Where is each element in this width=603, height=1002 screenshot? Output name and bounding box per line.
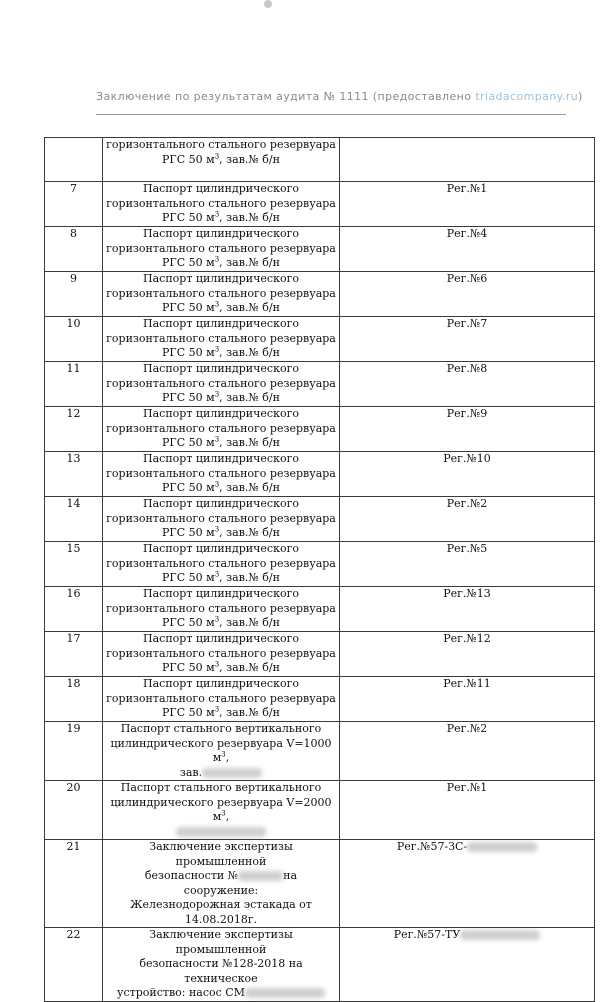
row-number: 15 [45,542,103,587]
desc-line: РГС 50 $м^3$, зав.№ б/н [162,300,280,314]
document-table [44,137,595,1002]
row-registration: Рег.№1 [340,182,595,227]
row-registration: Рег.№57-ЗС- [340,840,595,928]
redacted-text [460,930,540,940]
row-number: 18 [45,677,103,722]
desc-line: Паспорт цилиндрического [143,452,299,465]
desc-line: горизонтального стального резервуара [106,556,336,570]
header-close: ) [578,90,583,103]
row-description: Заключение экспертизы промышленной безопасности № на сооружение: Железнодорожная эстакада от 14.08.2018г. [103,840,340,928]
table-row [45,840,595,928]
header-text: Заключение по результатам аудита № 1111 (предоставлено [96,90,476,103]
desc-line: горизонтального стального резервуара [106,421,336,435]
row-registration: Рег.№9 [340,407,595,452]
desc-line: РГС 50 $м^3$, зав.№ б/н [162,480,280,494]
row-number: 22 [45,928,103,1002]
desc-line: Паспорт цилиндрического [143,272,299,285]
table-row [45,227,595,272]
row-description [103,452,340,497]
table-row [45,632,595,677]
row-description: Заключение экспертизы промышленной безопасности №128-2018 на техническое устройство: насос СМ [103,928,340,1002]
desc-line: горизонтального стального резервуара [106,601,336,615]
page-top-marker [264,0,272,8]
row-registration [340,138,595,182]
desc-line: РГС 50 $м^3$, зав.№ б/н [162,390,280,404]
row-registration: Рег.№13 [340,587,595,632]
row-registration: Рег.№1 [340,781,595,840]
row-number: 10 [45,317,103,362]
row-description [103,362,340,407]
row-registration: Рег.№57-ТУ [340,928,595,1002]
desc-line: Паспорт цилиндрического [143,407,299,420]
desc-line: Паспорт цилиндрического [143,182,299,195]
row-number: 21 [45,840,103,928]
desc-line: горизонтального стального резервуара [106,138,336,151]
row-number: 8 [45,227,103,272]
row-description [103,677,340,722]
row-description [103,227,340,272]
row-number: 20 [45,781,103,840]
row-registration: Рег.№8 [340,362,595,407]
desc-line: горизонтального стального резервуара [106,646,336,660]
row-description [103,632,340,677]
table-row [45,362,595,407]
row-description: Паспорт стального вертикального цилиндрического резервуара V=2000 $м^3$, [103,781,340,840]
row-registration: Рег.№6 [340,272,595,317]
row-registration: Рег.№5 [340,542,595,587]
desc-line: РГС 50 $м^3$, зав.№ б/н [162,210,280,224]
desc-line: горизонтального стального резервуара [106,331,336,345]
row-number: 16 [45,587,103,632]
header-rule [96,114,566,115]
redacted-text [176,827,266,837]
row-number: 13 [45,452,103,497]
row-description [103,407,340,452]
redacted-text [202,768,262,778]
table-row [45,781,595,840]
row-description [103,497,340,542]
table-row [45,452,595,497]
desc-line: Паспорт цилиндрического [143,587,299,600]
desc-line: РГС 50 $м^3$, зав.№ б/н [162,570,280,584]
desc-line: РГС 50 $м^3$, зав.№ б/н [162,345,280,359]
row-registration: Рег.№2 [340,722,595,781]
desc-line: РГС 50 $м^3$, зав.№ б/н [162,615,280,629]
row-number: 12 [45,407,103,452]
desc-line: РГС 50 $м^3$, зав.№ б/н [162,255,280,269]
redacted-text [245,988,325,998]
table-row [45,497,595,542]
row-description: Паспорт стального вертикального цилиндрического резервуара V=1000 $м^3$, зав. [103,722,340,781]
desc-line: горизонтального стального резервуара [106,511,336,525]
row-description [103,138,340,182]
row-number: 19 [45,722,103,781]
row-number [45,138,103,182]
desc-line: РГС 50 $м^3$, зав.№ б/н [162,435,280,449]
row-number: 7 [45,182,103,227]
desc-line: Паспорт цилиндрического [143,632,299,645]
table-row [45,542,595,587]
desc-line: Паспорт цилиндрического [143,227,299,240]
row-description [103,317,340,362]
desc-line: Паспорт цилиндрического [143,317,299,330]
header-link[interactable]: triadacompany.ru [475,90,579,103]
desc-line: РГС 50 $м^3$, зав.№ б/н [162,525,280,539]
row-registration: Рег.№11 [340,677,595,722]
desc-line: Паспорт цилиндрического [143,497,299,510]
row-number: 17 [45,632,103,677]
desc-line: горизонтального стального резервуара [106,466,336,480]
desc-line: горизонтального стального резервуара [106,286,336,300]
row-number: 9 [45,272,103,317]
redacted-text [467,842,537,852]
row-registration: Рег.№2 [340,497,595,542]
row-registration: Рег.№10 [340,452,595,497]
row-description [103,587,340,632]
table-row [45,407,595,452]
desc-line: РГС 50 $м^3$, зав.№ б/н [162,705,280,719]
desc-line: горизонтального стального резервуара [106,691,336,705]
row-registration: Рег.№4 [340,227,595,272]
table-row [45,182,595,227]
table-row [45,722,595,781]
table-row [45,317,595,362]
row-number: 14 [45,497,103,542]
desc-line: РГС 50 $м^3$, зав.№ б/н [162,660,280,674]
desc-line: РГС 50 $м^3$, зав.№ б/н [162,151,280,166]
redacted-text [238,871,283,881]
row-registration: Рег.№12 [340,632,595,677]
table-row-continued [45,138,595,182]
row-description [103,182,340,227]
desc-line: горизонтального стального резервуара [106,196,336,210]
row-description [103,542,340,587]
row-description [103,272,340,317]
table-row [45,928,595,1002]
desc-line: горизонтального стального резервуара [106,241,336,255]
table-row [45,587,595,632]
table-row [45,677,595,722]
row-number: 11 [45,362,103,407]
desc-line: горизонтального стального резервуара [106,376,336,390]
desc-line: Паспорт цилиндрического [143,362,299,375]
running-header [96,90,583,103]
table-row [45,272,595,317]
desc-line: Паспорт цилиндрического [143,677,299,690]
row-registration: Рег.№7 [340,317,595,362]
desc-line: Паспорт цилиндрического [143,542,299,555]
